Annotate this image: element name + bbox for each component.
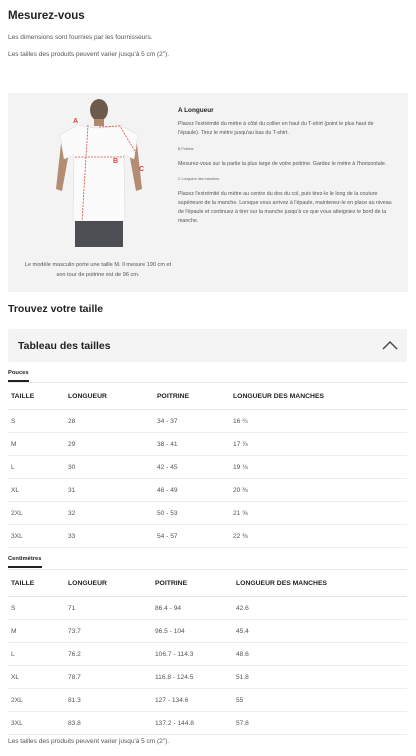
table-cell: 32	[65, 502, 154, 525]
table-cell: 116.8 - 124.5	[152, 666, 233, 689]
table-row	[8, 456, 407, 479]
column-header: POITRINE	[152, 570, 233, 597]
table-cell: 57.8	[233, 712, 407, 735]
sleeve-title: C Longueur des manches	[178, 177, 220, 181]
measure-label-b: B	[113, 158, 119, 165]
tab-centimeters[interactable]: Centimètres	[8, 556, 42, 568]
table-cell: 137.2 - 144.8	[152, 712, 233, 735]
table-cell: 71	[65, 597, 152, 620]
table-row	[8, 597, 407, 620]
table-cell: 76.2	[65, 643, 152, 666]
table-row	[8, 479, 407, 502]
column-header: LONGUEUR DES MANCHES	[230, 383, 407, 410]
chest-title: B Poitrine	[178, 147, 194, 151]
intro-text-1: Les dimensions sont fournies par les fournisseurs.	[8, 34, 153, 41]
chevron-up-icon[interactable]	[382, 340, 398, 350]
table-cell: 30	[65, 456, 154, 479]
table-cell: L	[8, 456, 65, 479]
table-cell: 3XL	[8, 712, 65, 735]
length-title: A Longueur	[178, 107, 214, 114]
table-cell: 28	[65, 410, 154, 433]
column-header: LONGUEUR	[65, 570, 152, 597]
find-size-title: Trouvez votre taille	[8, 303, 104, 315]
measure-instructions	[178, 107, 396, 226]
table-header-row	[8, 570, 407, 597]
column-header: TAILLE	[8, 570, 65, 597]
table-cell: 19 ⅛	[230, 456, 407, 479]
column-header: TAILLE	[8, 383, 65, 410]
table-cell: 22 ⅜	[230, 525, 407, 548]
size-table-toggle[interactable]	[8, 329, 407, 362]
table-cell: S	[8, 597, 65, 620]
table-cell: M	[8, 433, 65, 456]
table-cell: 2XL	[8, 502, 65, 525]
model-caption: Le modèle masculin porte une taille M. Il mesure 190 cm et son tour de poitrine est de 96 cm.	[24, 262, 172, 278]
table-cell: 81.3	[65, 689, 152, 712]
column-header: LONGUEUR	[65, 383, 154, 410]
table-cell: 21 ⅝	[230, 502, 407, 525]
sleeve-text: Placez l'extrémité du mètre au centre du dos du col, puis tirez-le le long de la couture supérieure de la manche. Lorsque vous arrivez à l'épaule, maintenez-le en place au niveau de l'épaule et continuez à tirer sur la manche jusqu'à ce que vous atteigniez le bord de la manche.	[178, 191, 392, 224]
table-cell: 17 ⅞	[230, 433, 407, 456]
model-figure	[48, 97, 148, 247]
table-cell: 20 ⅜	[230, 479, 407, 502]
column-header: POITRINE	[154, 383, 230, 410]
table-row	[8, 689, 407, 712]
table-cell: 45.4	[233, 620, 407, 643]
table-cell: L	[8, 643, 65, 666]
table-cell: 55	[233, 689, 407, 712]
table-cell: 3XL	[8, 525, 65, 548]
table-cell: 48.6	[233, 643, 407, 666]
table-cell: 31	[65, 479, 154, 502]
table-cell: 2XL	[8, 689, 65, 712]
table-cell: 86.4 - 94	[152, 597, 233, 620]
column-header: LONGUEUR DES MANCHES	[233, 570, 407, 597]
size-table-title: Tableau des tailles	[18, 340, 111, 352]
model-neck	[94, 119, 104, 126]
size-table-centimeters	[8, 569, 407, 735]
table-cell: 34 - 37	[154, 410, 230, 433]
tab-inches[interactable]: Pouces	[8, 370, 29, 382]
table-cell: 42 - 45	[154, 456, 230, 479]
table-cell: 83.8	[65, 712, 152, 735]
table-row	[8, 643, 407, 666]
table-cell: S	[8, 410, 65, 433]
table-cell: XL	[8, 666, 65, 689]
model-jeans	[75, 221, 123, 247]
table-cell: 96.5 - 104	[152, 620, 233, 643]
table-row	[8, 525, 407, 548]
table-cell: 54 - 57	[154, 525, 230, 548]
table-cell: 46 - 49	[154, 479, 230, 502]
table-cell: XL	[8, 479, 65, 502]
table-cell: 127 - 134.6	[152, 689, 233, 712]
table-row	[8, 433, 407, 456]
table-cell: 50 - 53	[154, 502, 230, 525]
table-cell: 29	[65, 433, 154, 456]
table-cell: 42.6	[233, 597, 407, 620]
page-title: Mesurez-vous	[8, 10, 85, 22]
length-text: Placez l'extrémité du mètre à côté du collier en haut du T-shirt (point le plus haut de l'épaule). Tirez le mètre jusqu'au bas du T-shirt.	[178, 121, 374, 136]
table-header-row	[8, 383, 407, 410]
table-cell: 33	[65, 525, 154, 548]
measure-label-c: C	[139, 166, 145, 173]
model-head	[90, 99, 108, 121]
table-cell: 16 ¾	[230, 410, 407, 433]
table-row	[8, 712, 407, 735]
measure-label-a: A	[73, 118, 79, 125]
table-cell: M	[8, 620, 65, 643]
size-table-inches	[8, 382, 407, 548]
table-row	[8, 410, 407, 433]
measure-panel	[8, 93, 408, 292]
table-cell: 106.7 - 114.3	[152, 643, 233, 666]
table-cell: 38 - 41	[154, 433, 230, 456]
footnote: Les tailles des produits peuvent varier jusqu'à 5 cm (2").	[8, 738, 170, 745]
table-cell: 51.8	[233, 666, 407, 689]
table-row	[8, 620, 407, 643]
table-row	[8, 666, 407, 689]
table-cell: 73.7	[65, 620, 152, 643]
chest-text: Mesurez-vous sur la partie la plus large de votre poitrine. Gardez le mètre à l'horizontale.	[178, 161, 387, 167]
table-cell: 78.7	[65, 666, 152, 689]
table-row	[8, 502, 407, 525]
intro-text-2: Les tailles des produits peuvent varier jusqu'à 5 cm (2").	[8, 51, 170, 58]
model-tshirt	[60, 125, 138, 221]
